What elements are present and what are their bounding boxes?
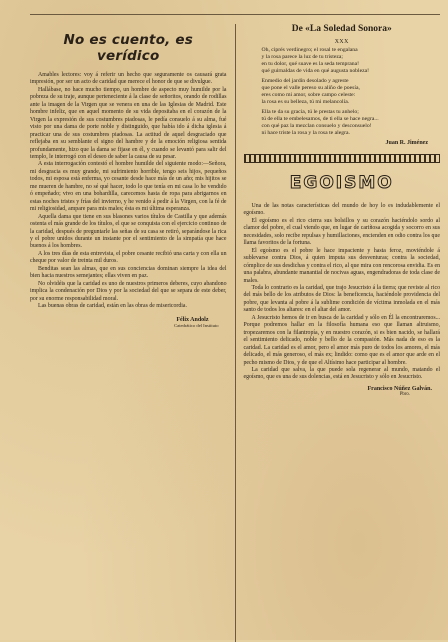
verse: qué guirnaldas de vida en qué augusta nobleza! — [261, 68, 370, 74]
paragraph: A los tres días de esta entrevista, el pobre cesante recibió una carta y con ella un cheque por valor de treinta mil duros. — [30, 250, 227, 265]
verse: en tu dolor, qué suave es la seda temprana! — [261, 61, 360, 67]
paragraph: El egoísmo es el rico cierra sus bolsillos y su corazón haciéndolo sordo al clamor del pobre, el cual viendo que, en lugar de cariñosa acogida y socorro en sus necesidades, solo recibe repulsas y humillaciones, encienden en odio contra los que llama favoritos de la fortuna. — [243, 217, 440, 247]
paragraph: Las buenas obras de caridad, están en las obras de misericordia. — [38, 303, 187, 310]
verse: Ella te da su gracia, tú le prestas tu anhelo; — [261, 109, 359, 115]
essay-signature-title: Pbro. — [399, 391, 410, 397]
verse: que pone el valle pereso su aliño de poesía, — [261, 85, 360, 91]
paragraph: Hallábase, no hace mucho tiempo, un hombre de aspecto muy humilde por la pobreza de su traje, aunque perteneciente á la clase de señoritos, orando de rodillas ante la imagen de la Virgen que se venera en una de las Iglesias de Madrid. Este hombre infeliz, que en aquel momento de su vida depositaba en el corazón de la Virgen la expresión de sus costumbres piadosas, le pedía consuelo á su alma, fué visto por una dama de porte noble y distinguido, que había ido á dicha iglesia á practicar una de sus costumbres piadosas. La actitud de aquel desgraciado que reflejaba en su semblante el signo del hambre y de la emoción religiosa sentida profundamente, hizo que la dama se fijase en él, y cuando se levantó para salir del templo, le interrogó con el deseo de saber la causa de su pesar. — [30, 86, 227, 160]
verse: y la rosa parece la luz de tu tristeza; — [261, 54, 343, 60]
paragraph: La caridad que salva, la que puede sola regenerar al mundo, matando el egoísmo, que es una de sus dolencias, está en Jesucristo y sólo en Jesucristo. — [243, 366, 440, 381]
left-column — [30, 24, 236, 642]
paragraph: A Jesucristo hemos de ir en busca de la caridad y sólo en Él la encontraremos... Porque podremos hallar en la filosofía humana eso que llaman altruismo, tropezaremos con la filantropía, y en nuestro corazón, si es bien nacido, se hallará el sentimiento delicado, noble y bello de la compasión. Más nada de eso es la caridad. La caridad es el amor, pero el amor más puro de todos los amores, el más delicado, el más generoso, el más ex; lindido: como que es el amor que arde en el pecho mismo de Dios, y de que el Altísimo hace participar al hombre. — [243, 314, 440, 366]
stanza — [262, 47, 441, 75]
right-column — [236, 24, 441, 642]
poet-signature: Juan R. Jiménez — [385, 140, 428, 146]
article-body — [30, 72, 227, 311]
stanza — [262, 109, 441, 137]
columns — [30, 24, 440, 642]
stanza — [262, 78, 441, 106]
essay-title: EGOISMO — [289, 173, 394, 193]
verse: Enmedio del jardín desolado y agreste — [261, 78, 349, 84]
paragraph: No olvidéis que la caridad es uno de nuestros primeros deberes, cuyo abandono implica la condenación por Dios y por la sociedad del que se separa de este deber, por su enorme responsabilidad moral. — [30, 280, 227, 302]
essay-body — [244, 203, 441, 382]
essay-signature: Francisco Núñez Galván. — [367, 385, 432, 392]
poem-title: De «La Soledad Sonora» — [291, 24, 392, 34]
top-rule — [30, 14, 440, 15]
paragraph: El egoísmo es el pobre le hace impaciente y hasta feroz, moviéndole á sublevarse contra Dios, á quien imputa sus desventuras; contra la sociedad, cómplice de sus desdichas y contra el rico, al que mira con rencorosa envidia. Es en una palabra, abundante manantial de nocivas aguas, engendradoras de toda clase de males. — [243, 247, 440, 284]
author-title: Catedrático del Instituto — [174, 322, 219, 328]
verse: Oh, ciprés verdinegro; el rosal te engalana — [261, 47, 358, 53]
verse: tú de ella te embelesamos, de ti ella se hace negra... — [261, 116, 379, 122]
poem-number: XXX — [334, 39, 349, 45]
paragraph: Amables lectores: voy á referir un hecho que seguramente os causará grata impresión, por ser un acto de caridad que merece el honor de que se divulgue. — [30, 72, 227, 86]
ornamental-divider — [244, 154, 441, 163]
author-signature: Félix Andolz — [176, 316, 209, 323]
paragraph: Aquella dama que tiene en sus blasones varios títulos de Castilla y que además ostenta el más grande de los títulos, el que se conquista con el ejercicio continuo de la caridad, después de preguntarle las señas de su casa se retiró, separándose la rica y el pobre unidos durante un instante por el sentimiento de la simpatía que hace buenos á los hombres. — [30, 213, 227, 250]
paragraph: Benditas sean las almas, que en sus conciencias dominan siempre la idea del bien hacia nuestros semejantes; ellas viven en paz. — [30, 265, 227, 280]
verse: la rosa es su belleza, tú mi melancolía. — [261, 99, 350, 105]
paragraph: Una de las notas características del mundo de hoy lo es indudablemente el egoísmo. — [243, 203, 440, 217]
verse: eres como mi amor, sobre campo celeste: — [261, 92, 356, 98]
article-title: No es cuento, es verídico — [63, 32, 193, 64]
verse: con qué paz la mezclan consuelo y desconsuelo! — [261, 123, 372, 129]
paragraph: Toda lo contrario es la caridad, que trajo Jesucristo á la tierra; que reviste al rico del más bello de los atributos de Dios: la beneficencia, haciéndole providencia del pobre, que levanta al pobre á la sublime condición de víctima inmolada en el más santo de todos los altares: en el altar del amor. — [243, 284, 440, 314]
verse: ni hace triste la rosa y la rosa te alegra. — [261, 130, 350, 136]
paragraph: A esta interrogación contestó el hombre humilde del siguiente modo:—Señora, mi desgracia es muy grande, mi sufrimiento horrible, tengo seis hijos, pequeños todos, mi esposa está enferma, yo cesante desde hace más de un año; mis hijitos se me mueren de hambre, no sé qué hacer, todo lo que tenía en mi casa lo he vendido ó empeñado; vivo en una bohardilla, carecemos hasta de ropa para abrigarnos en estas noches tristes y frías del invierno, y he venido á pedir á la Virgen, con la fé de mi religiosidad, ampare para mis males; ésta es mi última esperanza. — [30, 161, 227, 213]
